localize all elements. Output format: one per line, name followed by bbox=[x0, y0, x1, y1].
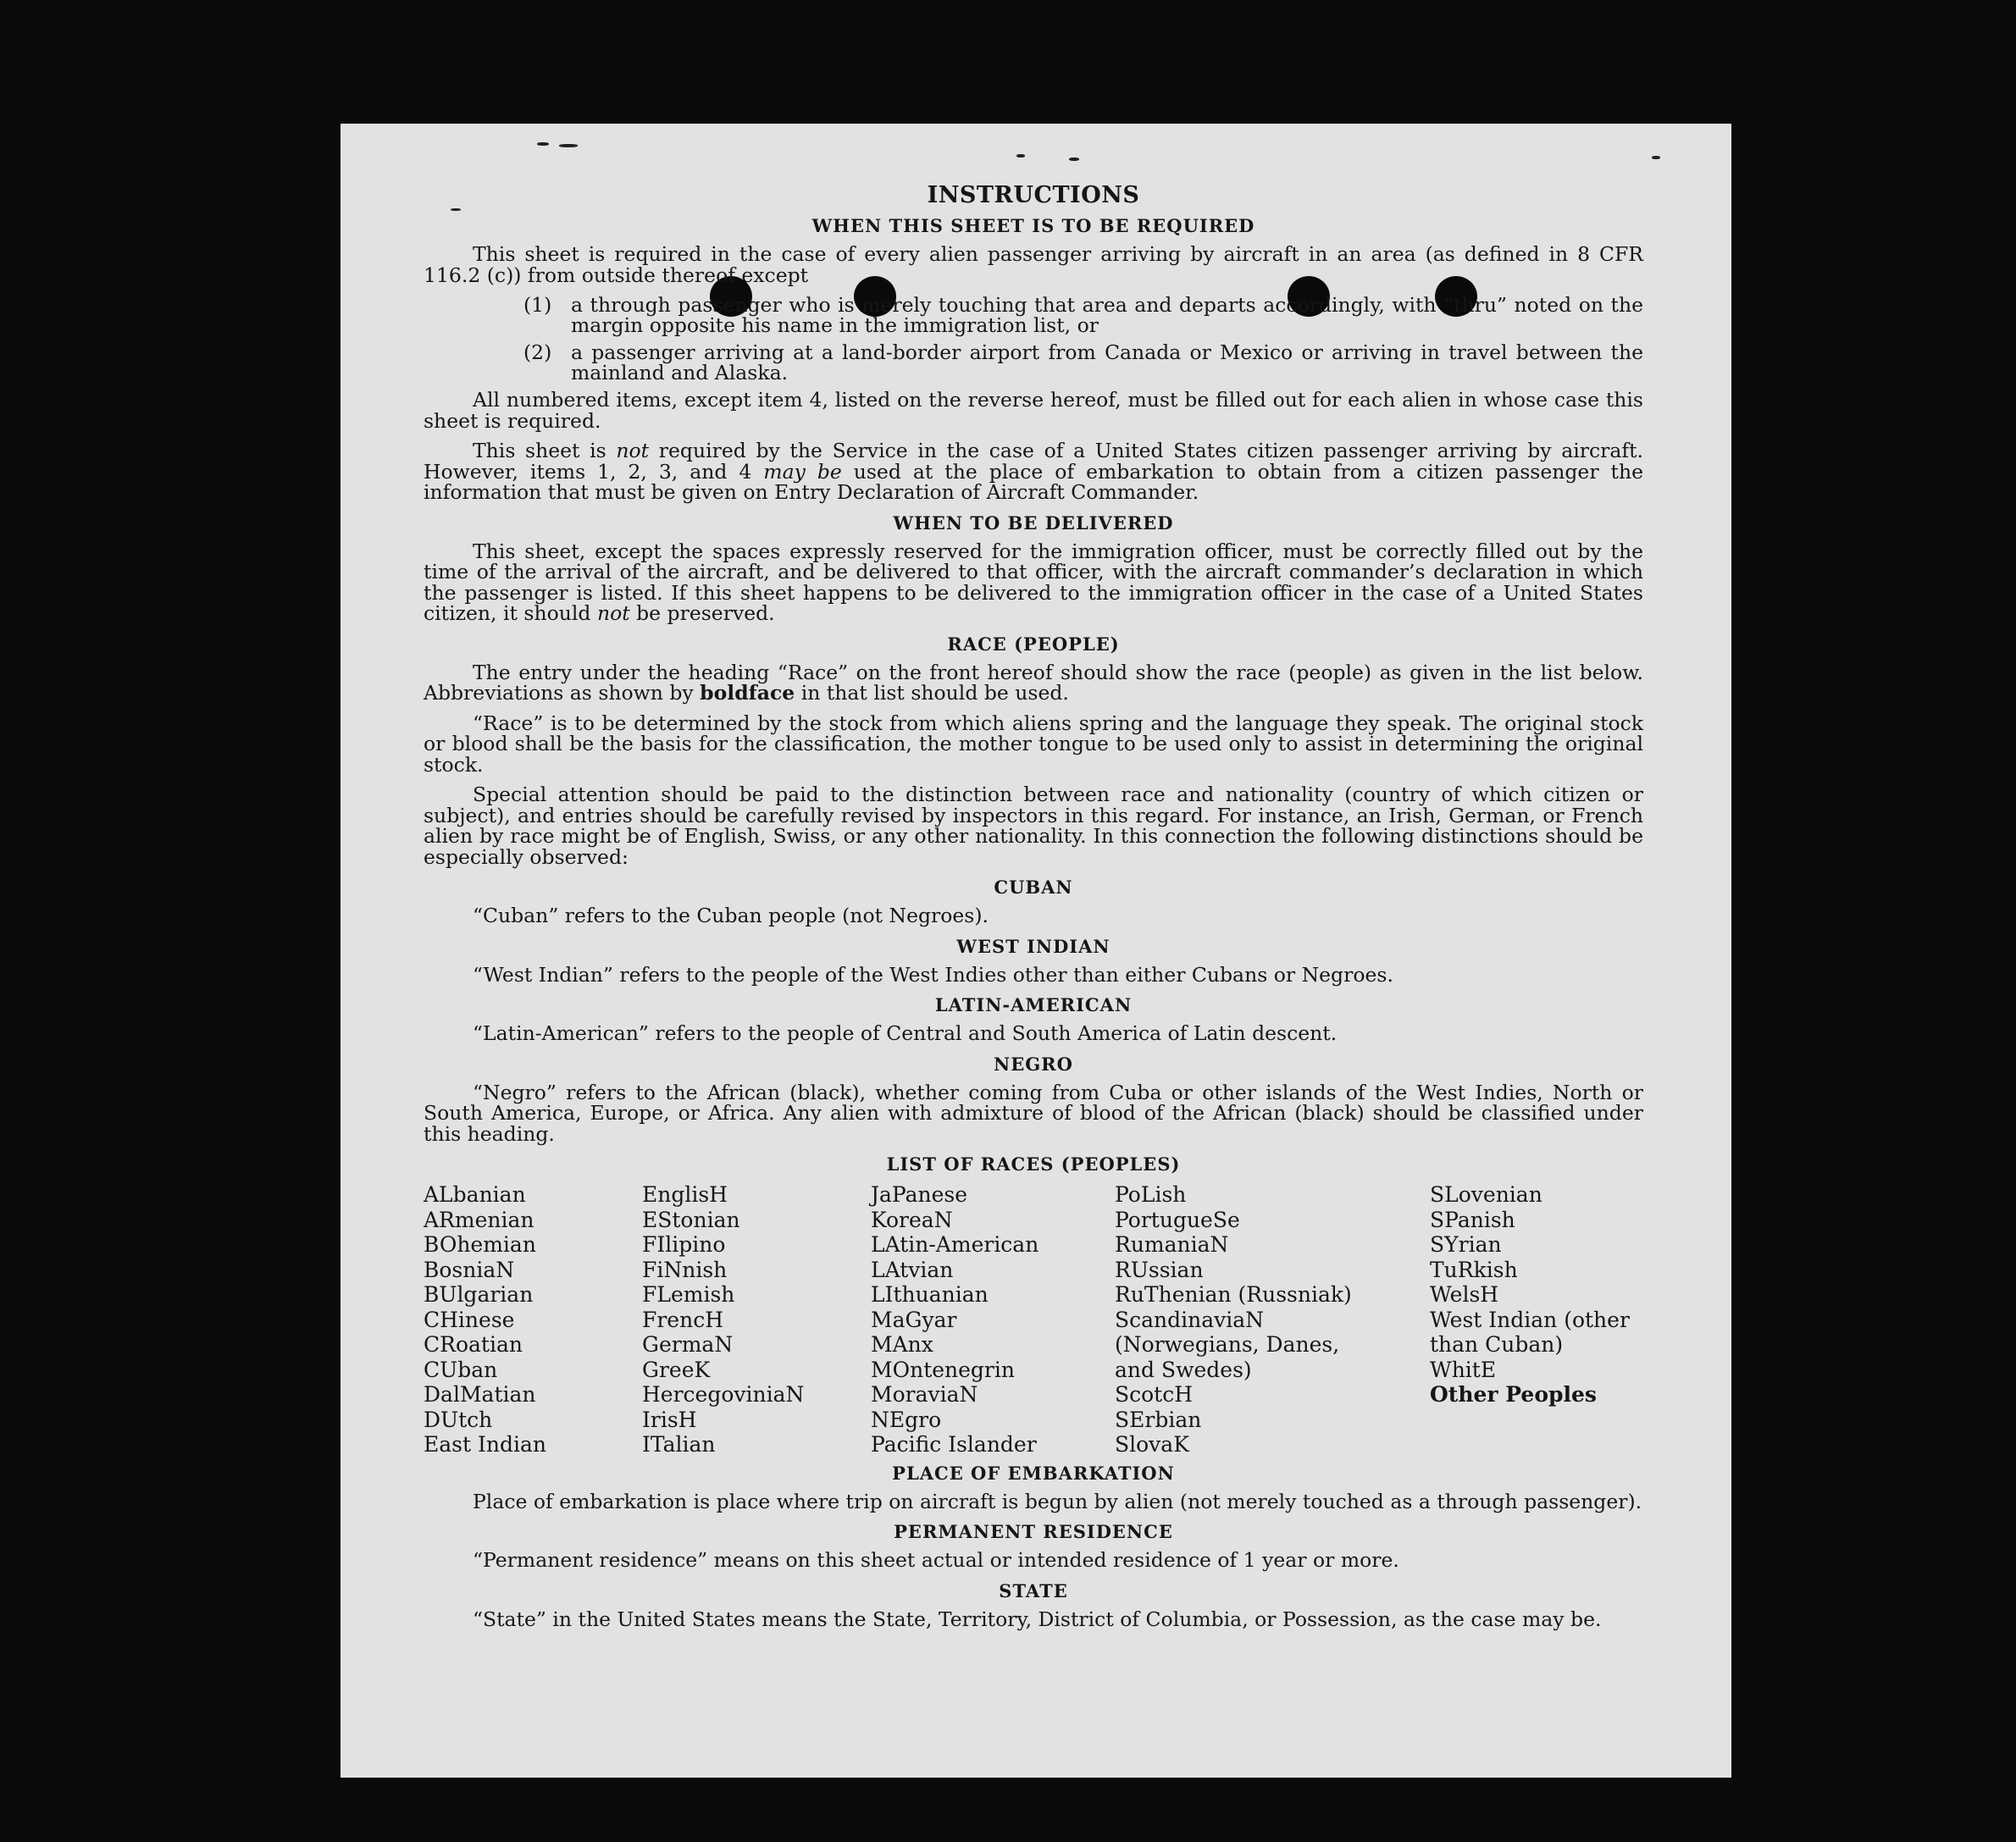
paragraph: The entry under the heading “Race” on the front hereof should show the race (people) as given in the list below. Abbreviations as shown by boldface in that list should be used. bbox=[424, 660, 1643, 705]
scan-speck bbox=[559, 144, 578, 147]
race-column bbox=[871, 1182, 1115, 1458]
race-entry: JaPanese bbox=[871, 1182, 968, 1207]
race-entry: MAnx bbox=[871, 1332, 933, 1357]
race-entry: EnglisH bbox=[642, 1182, 728, 1207]
scan-speck bbox=[1652, 156, 1660, 159]
race-entry: RumaniaN bbox=[1115, 1232, 1229, 1257]
race-entry: East Indian bbox=[424, 1432, 546, 1457]
race-column bbox=[424, 1182, 642, 1458]
race-entry: BOhemian bbox=[424, 1232, 536, 1257]
item-text: a passenger arriving at a land-border airport from Canada or Mexico or arriving in travel between the mainland and Alaska. bbox=[571, 340, 1643, 384]
section-heading: WEST INDIAN bbox=[956, 935, 1110, 957]
section-heading: PERMANENT RESIDENCE bbox=[894, 1521, 1173, 1542]
paragraph: This sheet is not required by the Service in the case of a United States citizen passenger arriving by aircraft. However, items 1, 2, 3, and 4 may be used at the place of embarkation to obtain from a citizen passenger the information that must be given on Entry Declaration of Aircraft Commander. bbox=[424, 439, 1643, 504]
scan-speck bbox=[1016, 154, 1025, 158]
item-number: (1) bbox=[523, 293, 552, 317]
race-entry: SlovaK bbox=[1115, 1432, 1189, 1457]
race-entry: ARmenian bbox=[424, 1207, 534, 1232]
race-entry: Pacific Islander bbox=[871, 1432, 1037, 1457]
section-heading: WHEN THIS SHEET IS TO BE REQUIRED bbox=[811, 215, 1255, 236]
paragraph: “Permanent residence” means on this sheet actual or intended residence of 1 year or more. bbox=[473, 1548, 1399, 1572]
scan-speck bbox=[1069, 158, 1079, 161]
race-entry: ITalian bbox=[642, 1432, 716, 1457]
race-entry: NEgro bbox=[871, 1407, 942, 1432]
list-item bbox=[523, 295, 1643, 335]
race-entry: MaGyar bbox=[871, 1307, 957, 1332]
race-entry: CUban bbox=[424, 1357, 498, 1382]
race-entry: SErbian bbox=[1115, 1407, 1202, 1432]
paragraph: Place of embarkation is place where trip on aircraft is begun by alien (not merely touched as a through passenger). bbox=[473, 1489, 1642, 1513]
race-entry: LAtin-American bbox=[871, 1232, 1039, 1257]
paragraph: “Cuban” refers to the Cuban people (not Negroes). bbox=[473, 904, 989, 927]
race-entry: FiNnish bbox=[642, 1257, 728, 1282]
paragraph: This sheet, except the spaces expressly reserved for the immigration officer, must be correctly filled out by the time of the arrival of the aircraft, and be delivered to that officer, with the aircraft commander’s declaration in which the passenger is listed. If this sheet happens to be delivered to the immigration officer in the case of a United States citizen, it should not be preserved. bbox=[424, 539, 1643, 625]
section-heading: PLACE OF EMBARKATION bbox=[892, 1462, 1175, 1484]
race-entry: FIlipino bbox=[642, 1232, 726, 1257]
race-entry: ScandinaviaN (Norwegians, Danes, and Swedes) bbox=[1115, 1307, 1340, 1382]
race-entry: FLemish bbox=[642, 1282, 735, 1307]
scan-speck bbox=[537, 142, 549, 146]
paragraph: “State” in the United States means the State, Territory, District of Columbia, or Possession, as the case may be. bbox=[473, 1607, 1602, 1631]
race-entry: HercegoviniaN bbox=[642, 1382, 805, 1407]
race-column bbox=[1115, 1182, 1430, 1458]
race-entry: KoreaN bbox=[871, 1207, 953, 1232]
race-entry: CHinese bbox=[424, 1307, 515, 1332]
item-text: a through passenger who is merely touching that area and departs accordingly, with “thru” noted on the margin opposite his name in the immigration list, or bbox=[571, 293, 1643, 337]
race-entry: EStonian bbox=[642, 1207, 740, 1232]
race-entry: IrisH bbox=[642, 1407, 697, 1432]
section-heading: RACE (PEOPLE) bbox=[947, 633, 1120, 655]
instructions-text bbox=[424, 183, 1643, 1639]
paragraph: “West Indian” refers to the people of the West Indies other than either Cubans or Negroes. bbox=[473, 962, 1393, 987]
race-entry: WhitE bbox=[1430, 1357, 1497, 1382]
race-entry: BUlgarian bbox=[424, 1282, 534, 1307]
paragraph: “Latin-American” refers to the people of Central and South America of Latin descent. bbox=[473, 1021, 1338, 1045]
race-entry: ScotcH bbox=[1115, 1382, 1194, 1407]
race-entry: LIthuanian bbox=[871, 1282, 989, 1307]
paragraph: Special attention should be paid to the distinction between race and nationality (country of which citizen or subject), and entries should be carefully revised by inspectors in this regard. For instance, an Irish, German, or French alien by race might be of English, Swiss, or any other nationality. In this connection the following distinctions should be especially observed: bbox=[424, 783, 1643, 869]
race-entry: PoLish bbox=[1115, 1182, 1187, 1207]
page-title: INSTRUCTIONS bbox=[927, 182, 1140, 208]
race-entry: GermaN bbox=[642, 1332, 734, 1357]
race-entry: LAtvian bbox=[871, 1257, 954, 1282]
race-entry: SPanish bbox=[1430, 1207, 1515, 1232]
race-entry: CRoatian bbox=[424, 1332, 523, 1357]
race-entry: Other Peoples bbox=[1430, 1382, 1597, 1407]
race-column bbox=[1430, 1182, 1643, 1458]
race-entry: ALbanian bbox=[424, 1182, 526, 1207]
race-entry: MOntenegrin bbox=[871, 1357, 1015, 1382]
race-entry: West Indian (other than Cuban) bbox=[1430, 1307, 1630, 1357]
section-heading: CUBAN bbox=[994, 877, 1073, 898]
race-entry: SLovenian bbox=[1430, 1182, 1542, 1207]
paragraph: All numbered items, except item 4, listed on the reverse hereof, must be filled out for each alien in whose case this sheet is required. bbox=[424, 388, 1643, 433]
race-entry: SYrian bbox=[1430, 1232, 1502, 1257]
race-list bbox=[424, 1182, 1643, 1458]
race-entry: RUssian bbox=[1115, 1257, 1204, 1282]
race-entry: RuThenian (Russniak) bbox=[1115, 1282, 1352, 1307]
paragraph: This sheet is required in the case of every alien passenger arriving by aircraft in an area (as defined in 8 CFR 116.2 (c)) from outside thereof except bbox=[424, 242, 1643, 287]
section-heading: STATE bbox=[999, 1579, 1068, 1601]
race-entry: DalMatian bbox=[424, 1382, 536, 1407]
section-heading: LIST OF RACES (PEOPLES) bbox=[886, 1153, 1181, 1175]
race-entry: PortugueSe bbox=[1115, 1207, 1240, 1232]
race-entry: DUtch bbox=[424, 1407, 493, 1432]
paragraph: “Race” is to be determined by the stock from which aliens spring and the language they speak. The original stock or blood shall be the basis for the classification, the mother tongue to be used only to assist in determining the original stock. bbox=[424, 711, 1643, 777]
section-heading: LATIN-AMERICAN bbox=[934, 994, 1133, 1015]
race-entry: BosniaN bbox=[424, 1257, 515, 1282]
race-entry: TuRkish bbox=[1430, 1257, 1518, 1282]
race-entry: WelsH bbox=[1430, 1282, 1499, 1307]
section-heading: NEGRO bbox=[994, 1053, 1073, 1075]
section-heading: WHEN TO BE DELIVERED bbox=[893, 512, 1174, 534]
race-entry: MoraviaN bbox=[871, 1382, 978, 1407]
race-entry: FrencH bbox=[642, 1307, 723, 1332]
paragraph: “Negro” refers to the African (black), whether coming from Cuba or other islands of the West Indies, North or South America, Europe, or Africa. Any alien with admixture of blood of the African (black) should be classified under this heading. bbox=[424, 1080, 1643, 1146]
race-entry: GreeK bbox=[642, 1357, 711, 1382]
item-number: (2) bbox=[523, 340, 552, 364]
race-column bbox=[642, 1182, 871, 1458]
list-item bbox=[523, 342, 1643, 383]
